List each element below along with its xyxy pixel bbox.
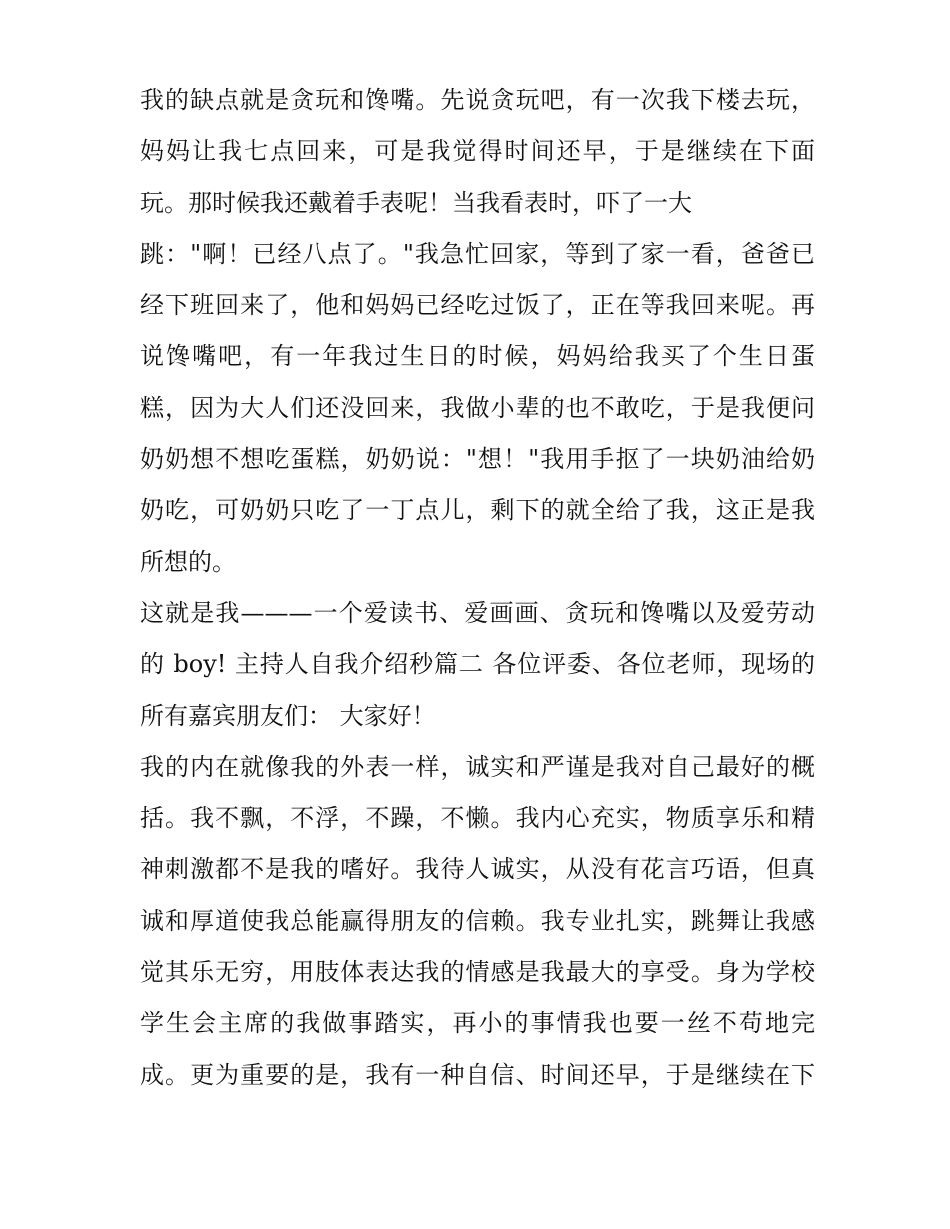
- text-line: 玩。那时候我还戴着手表呢！当我看表时，吓了一大: [140, 188, 692, 217]
- text-line: 所有嘉宾朋友们： 大家好！: [140, 701, 436, 730]
- text-line: 经下班回来了，他和妈妈已经吃过饭了，正在等我回来呢。再: [140, 291, 815, 320]
- text-line: 跳："啊！已经八点了。"我急忙回家，等到了家一看，爸爸已: [140, 239, 815, 268]
- text-line: 奶奶想不想吃蛋糕，奶奶说："想！"我用手抠了一块奶油给奶: [140, 445, 815, 474]
- text-line: 奶吃，可奶奶只吃了一丁点儿，剩下的就全给了我，这正是我: [140, 496, 815, 525]
- text-line: 说馋嘴吧，有一年我过生日的时候，妈妈给我买了个生日蛋: [140, 342, 815, 371]
- text-line: 妈妈让我七点回来，可是我觉得时间还早，于是继续在下面: [140, 137, 815, 166]
- document-body: [140, 75, 815, 1101]
- text-line: 诚和厚道使我总能赢得朋友的信赖。我专业扎实，跳舞让我感: [140, 906, 815, 935]
- text-line: 的 boy! 主持人自我介绍秒篇二 各位评委、各位老师，现场的: [140, 650, 815, 679]
- text-line: 觉其乐无穷，用肢体表达我的情感是我最大的享受。身为学校: [140, 958, 815, 987]
- text-line: 这就是我———一个爱读书、爱画画、贪玩和馋嘴以及爱劳动: [140, 598, 815, 627]
- text-line: 学生会主席的我做事踏实，再小的事情我也要一丝不苟地完: [140, 1009, 815, 1038]
- text-line: 所想的。: [140, 547, 236, 576]
- text-line: 我的内在就像我的外表一样，诚实和严谨是我对自己最好的概: [140, 752, 815, 781]
- text-line: 我的缺点就是贪玩和馋嘴。先说贪玩吧，有一次我下楼去玩，: [140, 86, 815, 114]
- text-line: 成。更为重要的是，我有一种自信、时间还早，于是继续在下: [140, 1060, 815, 1089]
- text-line: 糕，因为大人们还没回来，我做小辈的也不敢吃，于是我便问: [140, 393, 815, 422]
- text-line: 括。我不飘，不浮，不躁，不懒。我内心充实，物质享乐和精: [140, 804, 815, 833]
- text-line: 神刺激都不是我的嗜好。我待人诚实，从没有花言巧语，但真: [140, 855, 815, 884]
